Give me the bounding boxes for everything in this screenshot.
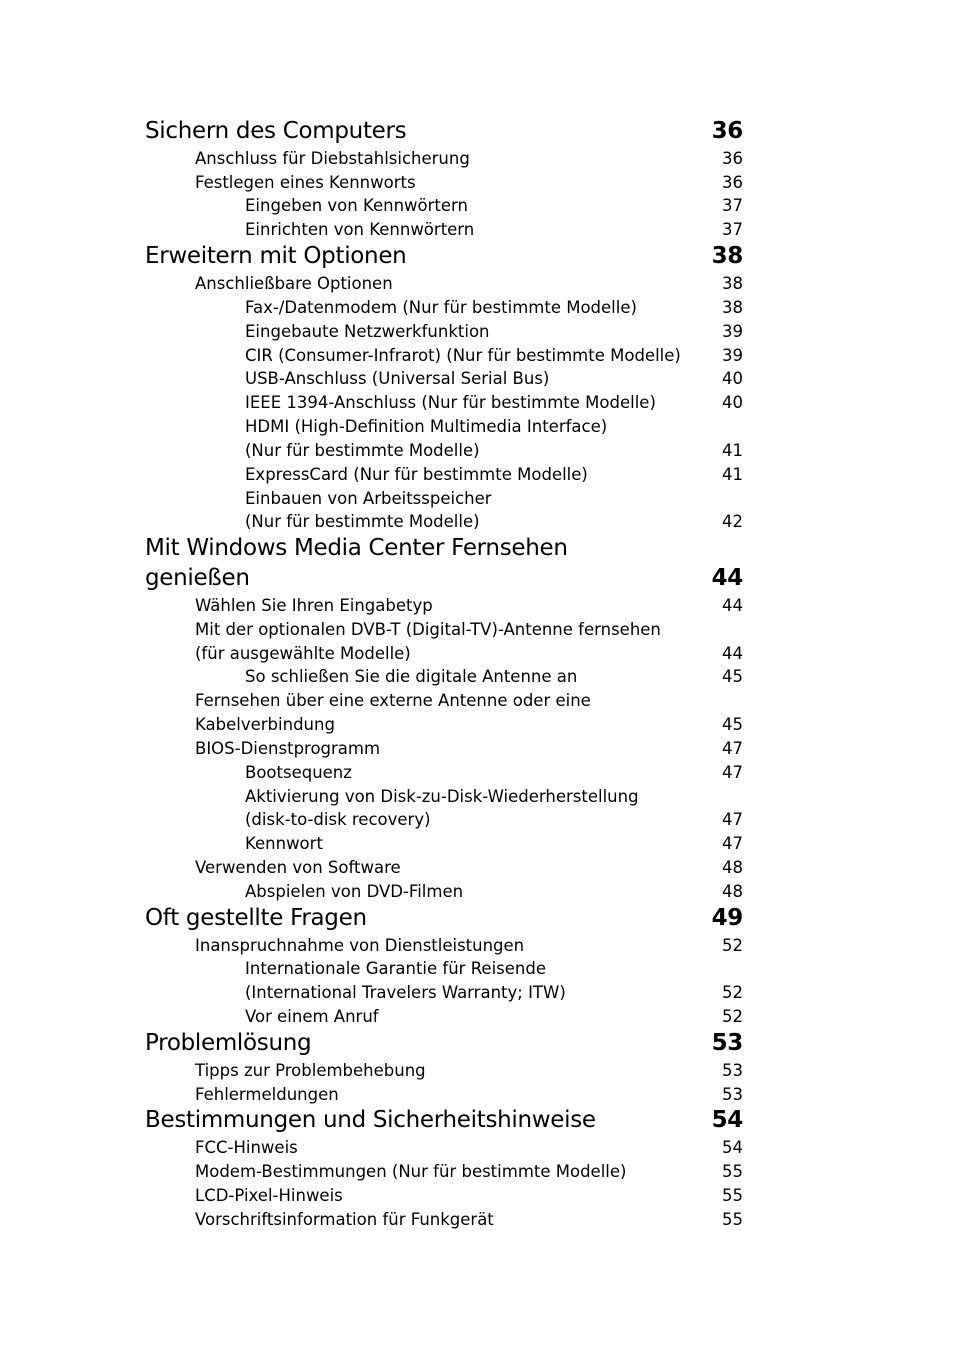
toc-section-title: Verwenden von Software bbox=[195, 858, 401, 878]
toc-subsection-row[interactable] bbox=[145, 808, 743, 832]
toc-subsection-page-number: 47 bbox=[722, 762, 743, 782]
toc-subsection-row[interactable] bbox=[145, 880, 743, 904]
toc-section-row[interactable] bbox=[145, 171, 743, 195]
toc-subsection-row[interactable] bbox=[145, 296, 743, 320]
toc-subsection-page-number: 42 bbox=[722, 512, 743, 532]
toc-section-title: Kabelverbindung bbox=[195, 715, 335, 735]
toc-subsection-title: (International Travelers Warranty; ITW) bbox=[245, 983, 566, 1003]
toc-chapter-title: Erweitern mit Optionen bbox=[145, 243, 407, 270]
toc-section-page-number: 45 bbox=[722, 715, 743, 735]
toc-subsection-title: CIR (Consumer-Infrarot) (Nur für bestimmte Modelle) bbox=[245, 345, 681, 365]
toc-subsection-row[interactable] bbox=[145, 510, 743, 534]
toc-subsection-row[interactable] bbox=[145, 320, 743, 344]
toc-subsection-page-number: 39 bbox=[722, 321, 743, 341]
toc-section-row[interactable] bbox=[145, 856, 743, 880]
toc-subsection-page-number: 37 bbox=[722, 220, 743, 240]
toc-section-page-number: 55 bbox=[722, 1185, 743, 1205]
toc-section-row[interactable] bbox=[145, 1059, 743, 1083]
toc-section-row[interactable] bbox=[145, 272, 743, 296]
toc-subsection-page-number: 40 bbox=[722, 393, 743, 413]
toc-subsection-title: (Nur für bestimmte Modelle) bbox=[245, 512, 480, 532]
toc-subsection-row[interactable] bbox=[145, 367, 743, 391]
toc-subsection-page-number: 41 bbox=[722, 440, 743, 460]
toc-section-page-number: 44 bbox=[722, 595, 743, 615]
toc-section-title: Fernsehen über eine externe Antenne oder eine bbox=[195, 691, 591, 711]
toc-subsection-row[interactable] bbox=[145, 439, 743, 463]
toc-section-title: (für ausgewählte Modelle) bbox=[195, 643, 411, 663]
toc-section-page-number: 54 bbox=[722, 1138, 743, 1158]
toc-chapter-title: Problemlösung bbox=[145, 1029, 312, 1056]
toc-section-title: Tipps zur Problembehebung bbox=[195, 1060, 426, 1080]
toc-chapter-page-number: 36 bbox=[711, 118, 743, 144]
toc-subsection-row[interactable] bbox=[145, 391, 743, 415]
toc-section-title: LCD-Pixel-Hinweis bbox=[195, 1185, 343, 1205]
toc-chapter-row[interactable] bbox=[145, 242, 743, 272]
toc-subsection-row[interactable] bbox=[145, 832, 743, 856]
toc-subsection-title: Internationale Garantie für Reisende bbox=[245, 959, 546, 979]
toc-subsection-page-number: 52 bbox=[722, 1007, 743, 1027]
toc-section-row[interactable] bbox=[145, 642, 743, 666]
toc-section-row[interactable] bbox=[145, 713, 743, 737]
toc-subsection-row[interactable] bbox=[145, 218, 743, 242]
toc-subsection-title: Kennwort bbox=[245, 834, 323, 854]
toc-subsection-row[interactable] bbox=[145, 463, 743, 487]
toc-section-row[interactable] bbox=[145, 1160, 743, 1184]
toc-section-row[interactable] bbox=[145, 689, 743, 713]
toc-subsection-row[interactable] bbox=[145, 487, 743, 511]
toc-section-page-number: 55 bbox=[722, 1209, 743, 1229]
toc-chapter-row[interactable] bbox=[145, 904, 743, 934]
toc-section-page-number: 36 bbox=[722, 148, 743, 168]
toc-section-row[interactable] bbox=[145, 594, 743, 618]
toc-chapter-row[interactable] bbox=[145, 1029, 743, 1059]
toc-section-row[interactable] bbox=[145, 1083, 743, 1107]
toc-section-title: Vorschriftsinformation für Funkgerät bbox=[195, 1209, 494, 1229]
toc-chapter-row[interactable] bbox=[145, 117, 743, 147]
toc-chapter-page-number: 53 bbox=[711, 1029, 743, 1056]
toc-section-row[interactable] bbox=[145, 147, 743, 171]
toc-section-row[interactable] bbox=[145, 737, 743, 761]
toc-subsection-title: Einrichten von Kennwörtern bbox=[245, 220, 475, 240]
toc-section-title: BIOS-Dienstprogramm bbox=[195, 738, 381, 758]
toc-section-row[interactable] bbox=[145, 1136, 743, 1160]
toc-subsection-title: Eingebaute Netzwerkfunktion bbox=[245, 321, 490, 341]
table-of-contents bbox=[145, 117, 743, 1232]
toc-section-title: Inanspruchnahme von Dienstleistungen bbox=[195, 935, 525, 955]
toc-chapter-page-number: 44 bbox=[711, 565, 743, 592]
toc-section-title: Fehlermeldungen bbox=[195, 1084, 339, 1104]
toc-subsection-page-number: 38 bbox=[722, 297, 743, 317]
toc-subsection-page-number: 45 bbox=[722, 667, 743, 687]
toc-subsection-title: IEEE 1394-Anschluss (Nur für bestimmte Modelle) bbox=[245, 393, 656, 413]
toc-section-title: Mit der optionalen DVB-T (Digital-TV)-Antenne fernsehen bbox=[195, 619, 661, 639]
toc-chapter-title: Mit Windows Media Center Fernsehen bbox=[145, 535, 568, 562]
toc-chapter-row[interactable] bbox=[145, 564, 743, 594]
toc-subsection-row[interactable] bbox=[145, 1005, 743, 1029]
toc-section-page-number: 44 bbox=[722, 643, 743, 663]
toc-subsection-row[interactable] bbox=[145, 665, 743, 689]
toc-chapter-row[interactable] bbox=[145, 534, 743, 564]
toc-subsection-title: Bootsequenz bbox=[245, 762, 352, 782]
toc-section-title: Festlegen eines Kennworts bbox=[195, 172, 416, 192]
toc-section-title: Wählen Sie Ihren Eingabetyp bbox=[195, 595, 433, 615]
toc-chapter-title: Oft gestellte Fragen bbox=[145, 904, 367, 931]
toc-subsection-title: USB-Anschluss (Universal Serial Bus) bbox=[245, 369, 550, 389]
toc-section-row[interactable] bbox=[145, 1208, 743, 1232]
toc-subsection-row[interactable] bbox=[145, 957, 743, 981]
toc-subsection-title: Fax-/Datenmodem (Nur für bestimmte Modelle) bbox=[245, 297, 637, 317]
toc-subsection-page-number: 37 bbox=[722, 196, 743, 216]
toc-subsection-row[interactable] bbox=[145, 785, 743, 809]
toc-subsection-page-number: 47 bbox=[722, 810, 743, 830]
toc-section-row[interactable] bbox=[145, 1184, 743, 1208]
toc-subsection-row[interactable] bbox=[145, 415, 743, 439]
toc-section-title: FCC-Hinweis bbox=[195, 1138, 298, 1158]
toc-section-page-number: 38 bbox=[722, 273, 743, 293]
toc-section-page-number: 53 bbox=[722, 1060, 743, 1080]
toc-section-page-number: 47 bbox=[722, 738, 743, 758]
toc-section-page-number: 52 bbox=[722, 935, 743, 955]
toc-section-title: Modem-Bestimmungen (Nur für bestimmte Modelle) bbox=[195, 1162, 627, 1182]
toc-subsection-title: HDMI (High-Definition Multimedia Interface) bbox=[245, 417, 608, 437]
toc-section-page-number: 48 bbox=[722, 858, 743, 878]
toc-subsection-row[interactable] bbox=[145, 981, 743, 1005]
toc-subsection-page-number: 41 bbox=[722, 464, 743, 484]
toc-chapter-page-number: 49 bbox=[711, 904, 743, 931]
toc-subsection-title: (Nur für bestimmte Modelle) bbox=[245, 440, 480, 460]
toc-subsection-row[interactable] bbox=[145, 344, 743, 368]
toc-section-title: Anschluss für Diebstahlsicherung bbox=[195, 148, 470, 168]
toc-section-row[interactable] bbox=[145, 934, 743, 958]
toc-subsection-row[interactable] bbox=[145, 761, 743, 785]
toc-subsection-title: Abspielen von DVD-Filmen bbox=[245, 881, 464, 901]
toc-subsection-page-number: 39 bbox=[722, 345, 743, 365]
toc-subsection-page-number: 40 bbox=[722, 369, 743, 389]
toc-subsection-title: Vor einem Anruf bbox=[245, 1007, 379, 1027]
toc-section-page-number: 53 bbox=[722, 1084, 743, 1104]
toc-subsection-title: ExpressCard (Nur für bestimmte Modelle) bbox=[245, 464, 588, 484]
toc-subsection-title: Einbauen von Arbeitsspeicher bbox=[245, 488, 492, 508]
toc-subsection-page-number: 48 bbox=[722, 881, 743, 901]
toc-subsection-title: (disk-to-disk recovery) bbox=[245, 810, 431, 830]
toc-subsection-title: So schließen Sie die digitale Antenne an bbox=[245, 667, 578, 687]
toc-chapter-page-number: 38 bbox=[711, 243, 743, 270]
toc-section-page-number: 55 bbox=[722, 1162, 743, 1182]
toc-subsection-row[interactable] bbox=[145, 194, 743, 218]
toc-subsection-title: Eingeben von Kennwörtern bbox=[245, 196, 468, 216]
toc-chapter-page-number: 54 bbox=[711, 1107, 743, 1134]
toc-section-page-number: 36 bbox=[722, 172, 743, 192]
toc-chapter-title: Bestimmungen und Sicherheitshinweise bbox=[145, 1107, 596, 1134]
toc-subsection-page-number: 52 bbox=[722, 983, 743, 1003]
toc-chapter-title: Sichern des Computers bbox=[145, 118, 407, 144]
toc-subsection-page-number: 47 bbox=[722, 834, 743, 854]
toc-section-title: Anschließbare Optionen bbox=[195, 273, 393, 293]
toc-subsection-title: Aktivierung von Disk-zu-Disk-Wiederherstellung bbox=[245, 786, 639, 806]
toc-chapter-title: genießen bbox=[145, 565, 250, 592]
toc-section-row[interactable] bbox=[145, 618, 743, 642]
toc-chapter-row[interactable] bbox=[145, 1106, 743, 1136]
